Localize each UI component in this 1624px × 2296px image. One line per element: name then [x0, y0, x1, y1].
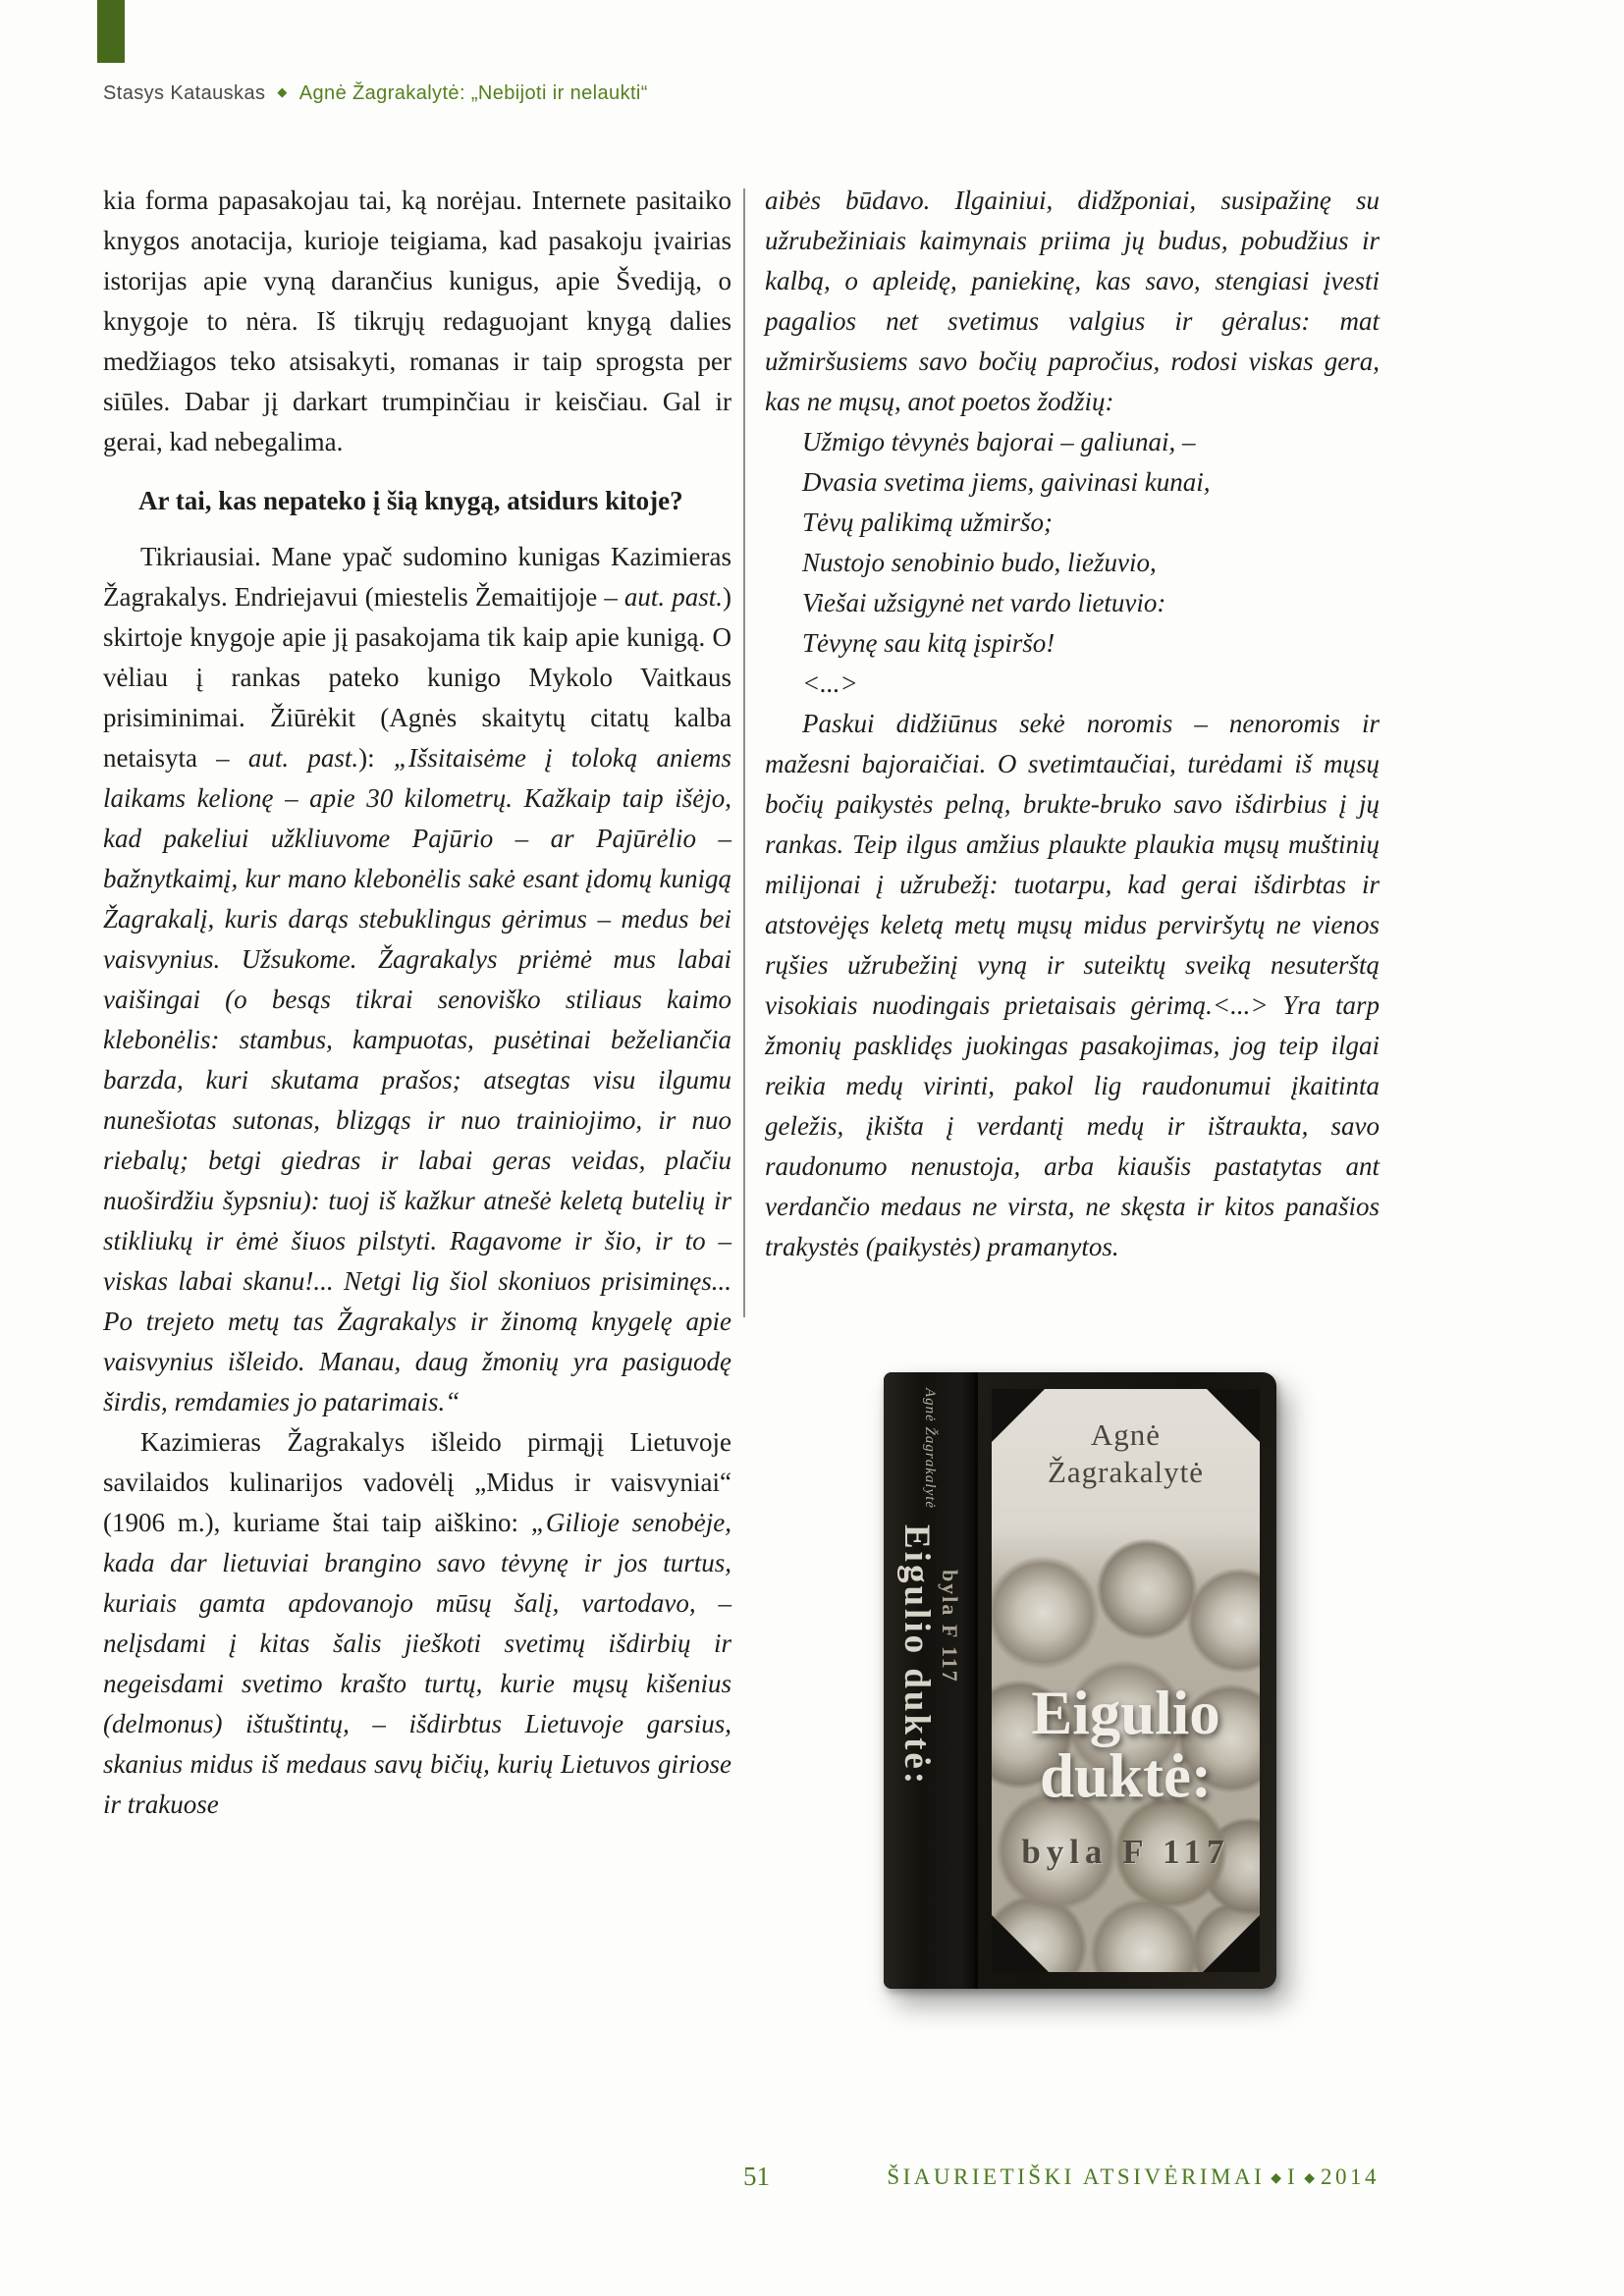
poem-line: Nustojo senobinio budo, liežuvio, [802, 548, 1157, 577]
book-front-cover [978, 1372, 1276, 1989]
spine-text [896, 1524, 962, 1787]
poem-line: Tėvų palikimą užmiršo; [802, 507, 1053, 537]
diamond-icon: ◆ [1271, 2171, 1282, 2186]
cover-author-line: Agnė [1090, 1417, 1162, 1452]
text-segment-italic: aut. past. [623, 582, 723, 612]
text-segment: Tikriausiai. Mane ypač sudomino kunigas Kazimieras Žagrakalys. Endriejavui (miestelis Žemaitijoje – [103, 542, 731, 612]
journal-title: ŠIAURIETIŠKI ATSIVĖRIMAI [887, 2164, 1266, 2189]
issue-number: I [1287, 2164, 1299, 2189]
book-spine [884, 1372, 978, 1989]
paragraph-book-intro [103, 1422, 731, 1825]
spine-author: Agnė Žagrakalytė [922, 1388, 938, 1510]
section-heading: Ar tai, kas nepateko į šią knygą, atsidurs kitoje? [138, 486, 683, 515]
page-footer [0, 2162, 1624, 2205]
poem-ellipsis: <...> [802, 668, 858, 698]
text-segment: ) skirtoje knygoje apie jį pasakojama tik kaip apie kunigą. O vėliau į rankas pateko kunigo Mykolo Vaitkaus prisiminimai. Žiūrėkit (Agnės skaitytų citatų kalba netaisyta – [103, 582, 731, 773]
cover-author-line: Žagrakalytė [1047, 1455, 1205, 1489]
diamond-icon: ◆ [1304, 2171, 1315, 2186]
quote-segment-italic: „Gilioje senobėje, kada dar lietuviai brangino savo tėvynę ir jos turtus, kuriais gamta apdovanojo mūsų šalį, vartodavo, – nelįsdami į kitas šalis jieškoti svetimų išdirbių ir negeisdami svetimo krašto turtų, kurie mųsų kišenius (delmonus) ištuštintų, – išdirbtus Lietuvoje garsius, skanius midus iš medaus savų bičių, kurių Lietuvos giriose ir trakuose [103, 1508, 731, 1819]
quote-paragraph: aibės būdavo. Ilgainiui, didžponiai, susipažinę su užrubežiniais kaimynais priima jų budus, pobudžius ir kalbą, o apleidę, paniekinę, kas savo, stengiasi įvesti pagalios net svetimus valgius ir gėralus: mat užmiršusiems savo bočių papročius, rodosi viskas gera, kas ne mųsų, anot poetos žodžių: [765, 186, 1380, 416]
header-author: Stasys Katauskas [103, 82, 266, 104]
text-segment-italic: aut. past. [247, 743, 359, 773]
text-segment: Kazimieras Žagrakalys išleido pirmąjį Lietuvoje savilaidos kulinarijos vadovėlį „Midus ir vaisvyniai“ (1906 m.), kuriame štai taip aiškino: [103, 1427, 731, 1537]
photo-corner-icon [992, 1915, 1049, 1972]
poem-line: Užmigo tėvynės bajorai – galiunai, – [802, 427, 1196, 456]
cover-title-line: Eigulio [1031, 1679, 1220, 1747]
spine-title: Eigulio duktė: [895, 1524, 937, 1788]
journal-title-line [887, 2164, 1380, 2190]
poem-block [802, 422, 1380, 704]
poem-line: Viešai užsigynė net vardo lietuvio: [802, 588, 1166, 617]
cover-title [992, 1679, 1260, 1884]
cover-title-line: duktė: [1039, 1741, 1213, 1810]
poem-line: Dvasia svetima jiems, gaivinasi kunai, [802, 467, 1211, 497]
cover-subtitle: byla F 117 [1021, 1833, 1230, 1871]
left-column [103, 181, 731, 1825]
year: 2014 [1321, 2164, 1380, 2189]
poem-line: Tėvynę sau kitą įspiršo! [802, 628, 1056, 658]
text-segment: ): [358, 743, 394, 773]
cover-author [992, 1416, 1260, 1491]
photo-corner-icon [1203, 1915, 1260, 1972]
diamond-separator-icon: ◆ [277, 84, 288, 99]
header-article-title: Agnė Žagrakalytė: „Nebijoti ir nelaukti“ [298, 82, 648, 104]
right-column [765, 181, 1380, 1267]
quote-segment-italic: „Išsitaisėme į toloką aniems laikams kelionę – apie 30 kilometrų. Kažkaip taip išėjo, kad pakeliui užkliuvome Pajūrio – ar Pajūrėlio – bažnytkaimį, kur mano klebonėlis sakė esant įdomų kunigą Žagrakalį, kuris darąs stebuklingus gėrimus – medus bei vaisvynius. Užsukome. Žagrakalys priėmė mus labai vaišingai (o besąs tikrai senoviško stiliaus kaimo klebonėlis: stambus, kampuotas, pusėtinai beželiančia barzda, kuri skutama prašos; atsegtas visu ilgumu nunešiotas sutonas, blizgąs ir nuo trainiojimo, ir nuo riebalų; betgi giedras ir labai geras veidas, plačiu nuoširdžiu šypsniu): tuoj iš kažkur atnešė keletą butelių ir stikliukų ir ėmė šiuos pilstyti. Ragavome ir šio, ir to – viskas labai skanu!... Netgi lig šiol skoniuos prisiminęs... Po trejeto metų tas Žagrakalys ir žinomą knygelę apie vaisvynius išleido. Manau, daug žmonių yra pasiguodę širdis, remdamies jo patarimais.“ [103, 743, 731, 1416]
apple-photo-panel [992, 1389, 1260, 1972]
book-cover-image [884, 1372, 1276, 1989]
corner-tab [97, 0, 125, 63]
paragraph-interview-answer [103, 537, 731, 1422]
spine-subtitle: byla F 117 [937, 1570, 962, 1683]
quote-paragraph: Paskui didžiūnus sekė noromis – nenoromis ir mažesni bajoraičiai. O svetimtaučiai, turėdami iš mųsų bočių paikystės pelną, brukte-bruko savo išdirbius į jų rankas. Teip ilgus amžius plaukte plaukia mųsų muštinių milijonai į užrubežį: tuotarpu, kad gerai išdirbtas ir atstovėjęs keletą metų mųsų midus perviršytų ne vienos rųšies užrubežinį vyną ir suteiktų sveiką nesuterštą visokiais nuodingais prietaisais gėrimą.<...> Yra tarp žmonių pasklidęs juokingas pasakojimas, jog teip ilgai reikia medų virinti, pakol lig raudonumui įkaitinta geležis, įkišta į verdantį medų ir ištraukta, savo raudonumo nenustoja, arba kiaušis pastatytas ant verdančio medaus ne virsta, ne skęsta ir kitos panašios trakystės (paikystės) pramanytos. [765, 709, 1380, 1261]
running-header [103, 82, 648, 105]
page-number: 51 [743, 2162, 770, 2191]
column-divider [743, 188, 745, 1317]
paragraph-continuation: kia forma papasakojau tai, ką norėjau. Internete pasitaiko knygos anotacija, kurioje teigiama, kad pasakoju įvairias istorijas apie vyną darančius kunigus, apie Švediją, o knygoje to nėra. Iš tikrųjų redaguojant knygą dalies medžiagos teko atsisakyti, romanas ir taip sprogsta per siūles. Dabar jį darkart trumpinčiau ir keisčiau. Gal ir gerai, kad nebegalima. [103, 186, 731, 456]
